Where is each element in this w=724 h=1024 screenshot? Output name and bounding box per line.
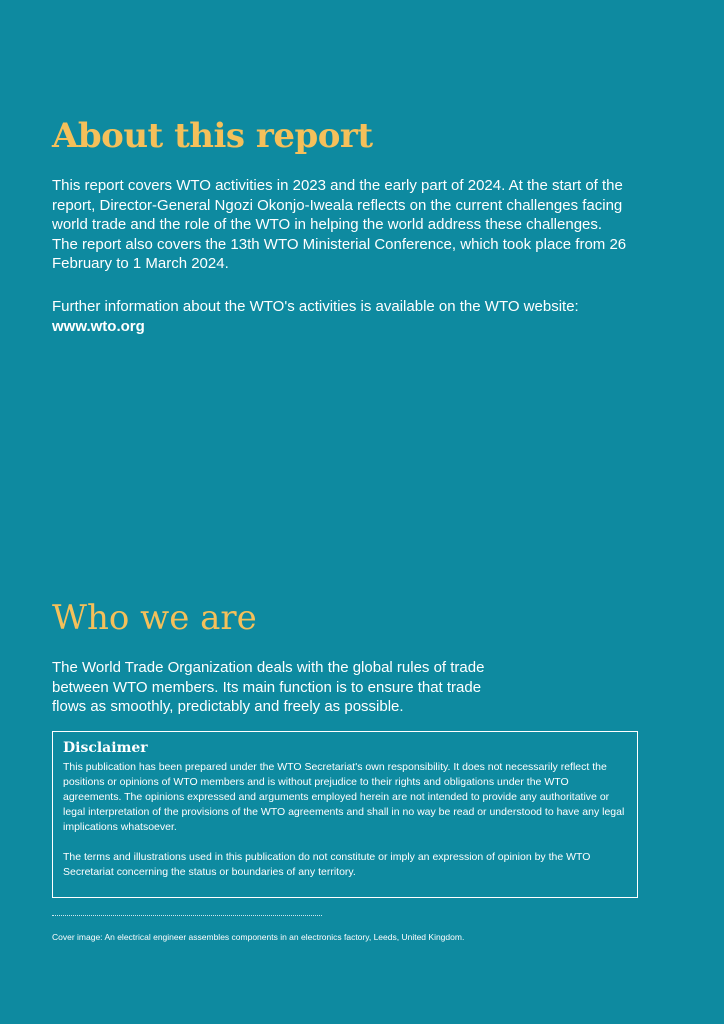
about-report-body: This report covers WTO activities in 2023 and the early part of 2024. At the start of the report, Director-General Ngozi Okonjo-Iweala reflects on the current challenges facing world trade and the role of the WTO in helping the world address these challenges. The report also covers the 13th WTO Ministerial Conference, which took place from 26 February to 1 March 2024. — [52, 177, 627, 272]
dotted-divider — [52, 915, 322, 916]
further-info-text: Further information about the WTO's activities is available on the WTO website: — [52, 298, 579, 315]
disclaimer-box — [52, 731, 638, 898]
disclaimer-title: Disclaimer — [63, 740, 148, 756]
who-we-are-heading: Who we are — [52, 598, 257, 638]
wto-website-link[interactable]: www.wto.org — [52, 317, 145, 335]
cover-image-caption: Cover image: An electrical engineer assembles components in an electronics factory, Leeds, United Kingdom. — [52, 932, 465, 942]
disclaimer-paragraph-2: The terms and illustrations used in this publication do not constitute or imply an expression of opinion by the WTO Secretariat concerning the status or boundaries of any territory. — [63, 851, 591, 878]
who-we-are-body: The World Trade Organization deals with the global rules of trade between WTO members. Its main function is to ensure that trade flows as smoothly, predictably and freely as possible. — [52, 659, 485, 715]
further-info — [52, 297, 627, 336]
disclaimer-paragraph-1: This publication has been prepared under the WTO Secretariat's own responsibility. It does not necessarily reflect the positions or opinions of WTO members and is without prejudice to their rights and obligations under the WTO agreements. The opinions expressed and arguments employed herein are not intended to provide any authoritative or legal interpretation of the provisions of the WTO agreements and shall in no way be read or understood to have any legal implications whatsoever. — [63, 761, 625, 833]
about-report-heading: About this report — [52, 116, 373, 156]
